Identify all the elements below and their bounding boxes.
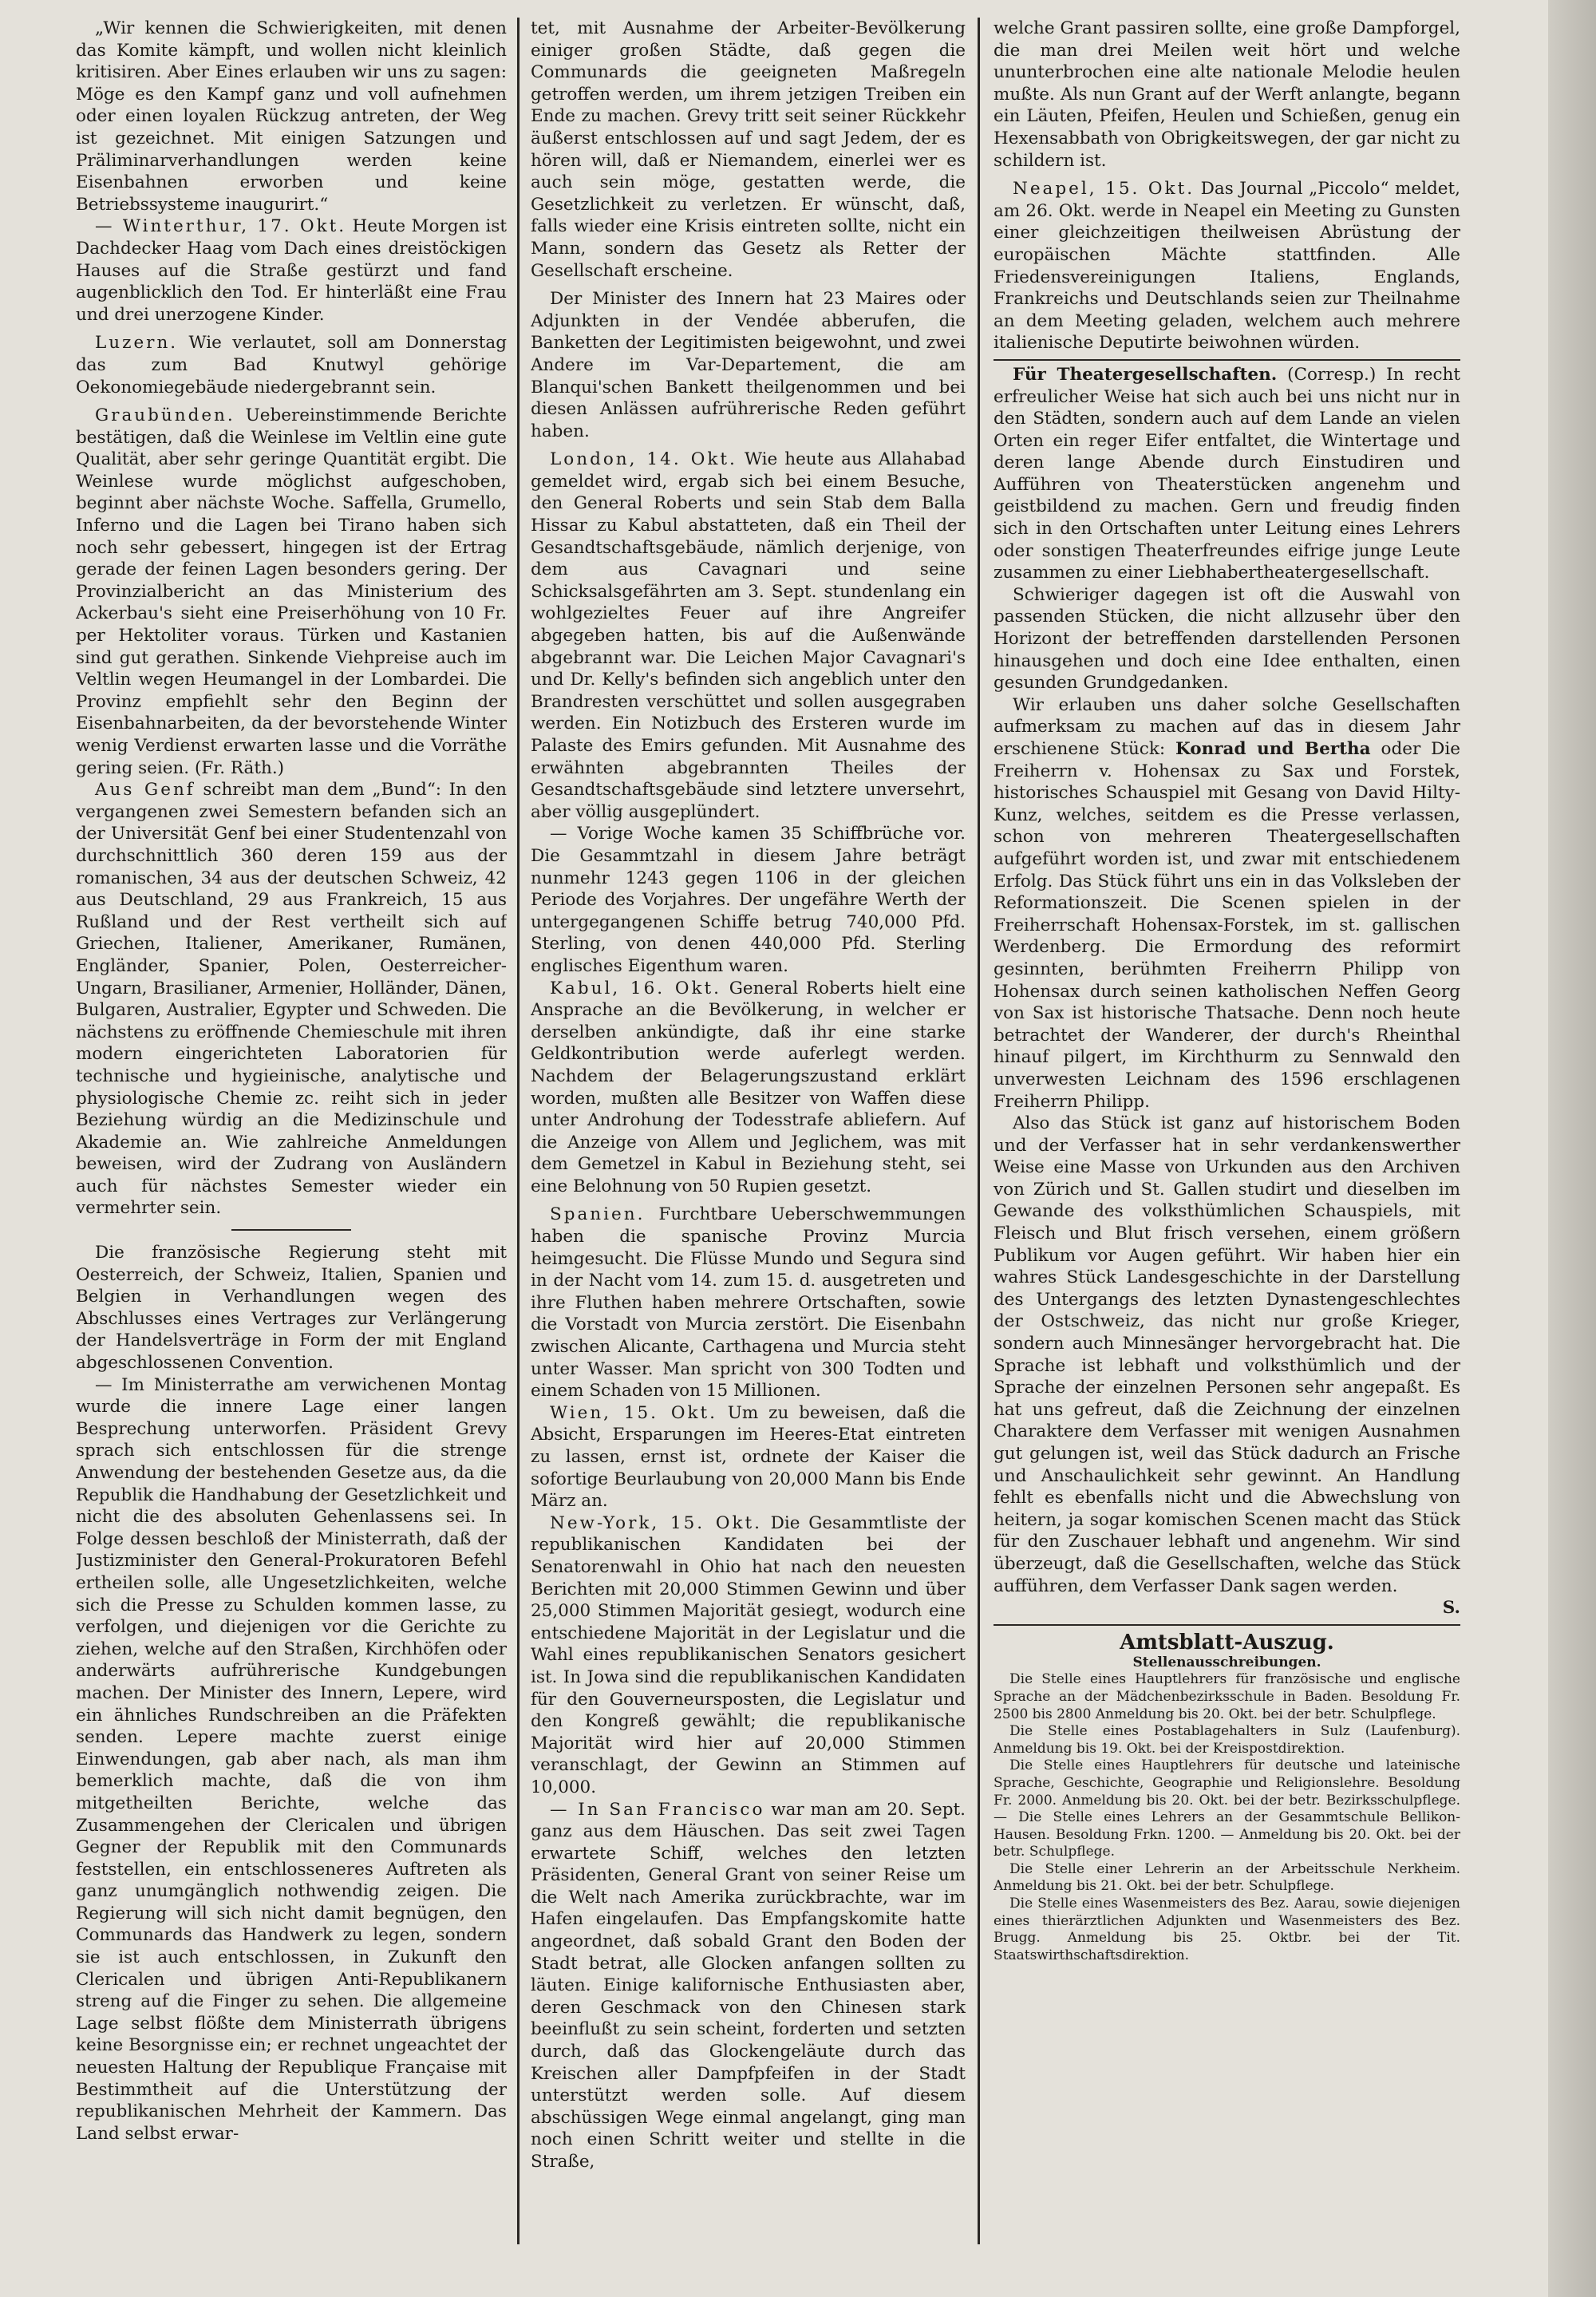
listing-item: Die Stelle einer Lehrerin an der Arbeitsschule Nerkheim. Anmeldung bis 21. Okt. bei der betr. Schulpflege. [994, 1860, 1460, 1895]
listing-item: Die Stelle eines Wasenmeisters des Bez. Aarau, sowie diejenigen eines thierärztlichen Adjunkten und Wasenmeisters des Bez. Brugg. Anmeldung bis 25. Oktbr. bei der Tit. Staatswirthschaftsdirektion. [994, 1896, 1460, 1963]
place-wien: Wien, 15. Okt. [550, 1402, 717, 1423]
place-neapel: Neapel, 15. Okt. [1013, 179, 1195, 200]
place-new-york: New-York, 15. Okt. [550, 1512, 762, 1533]
article-new-york: New-York, 15. Okt. Die Gesammtliste der republikanischen Kandidaten bei der Senatorenwahl in Ohio hat nach den neuesten Berichten mit 20,000 Stimmen Gewinn und über 25,000 Stimmen Majorität gesiegt, wodurch eine entschiedene Majorität in der Legislatur und die Wahl eines republikanischen Senators gesichert ist. In Jowa sind die republikanischen Kandidaten für den Gouverneursposten, die Legislatur und den Kongreß gewählt; die republikanische Majorität wird hier auf 20,000 Stimmen veranschlagt, der Gewinn an Stimmen auf 10,000. [531, 1512, 966, 1797]
article-ministerrath-cont: tet, mit Ausnahme der Arbeiter-Bevölkerung einiger großen Städte, daß gegen die Communards die geeigneten Maßregeln getroffen werden, um ihrem jetzigen Treiben ein Ende zu machen. Grevy tritt seit seiner Rückkehr äußerst entschlossen auf und sagt Jedem, der es hören will, daß er Niemandem, einerlei wer es auch sein möge, gestatten werde, die Gesetzlichkeit zu verletzen. Er wünscht, daß, falls wieder eine Krisis eintreten sollte, nicht ein Mann, sondern das Gesetz als Retter der Gesellschaft erscheine. [531, 18, 966, 281]
heading-theatergesellschaften: Für Theatergesellschaften. [1013, 364, 1278, 385]
amtsblatt-subtitle: Stellenausschreibungen. [1132, 1655, 1321, 1671]
place-kabul: Kabul, 16. Okt. [550, 978, 721, 998]
section-divider [231, 1229, 351, 1231]
listing-item: Die Stelle eines Postablagehalters in Sulz (Laufenburg). Anmeldung bis 19. Okt. bei der Kreispostdirektion. [994, 1723, 1460, 1757]
article-wien: Wien, 15. Okt. Um zu beweisen, daß die Absicht, Ersparungen im Heeres-Etat eintreten zu lassen, ernst ist, ordnete der Kaiser die sofortige Beurlaubung von 20,000 Mann bis Ende März an. [531, 1402, 966, 1512]
article-neapel: Neapel, 15. Okt. Das Journal „Piccolo“ meldet, am 26. Okt. werde in Neapel ein Meeting zu Gunsten einer gleichzeitigen theilweisen Abrüstung der europäischen Mächte stattfinden. Alle Friedensvereinigungen Italiens, Englands, Frankreichs und Deutschlands seien zur Theilnahme an dem Meeting geladen, welchem auch mehrere italienische Deputirte beiwohnen würden. [994, 179, 1460, 354]
article-shipwrecks: — Vorige Woche kamen 35 Schiffbrüche vor. Die Gesammtzahl in diesem Jahre beträgt nunmehr 1243 gegen 1106 in der gleichen Periode des Vorjahres. Der ungefähre Werth der untergegangenen Schiffe betrug 740,000 Pfd. Sterling, von denen 440,000 Pfd. Sterling englisches Eigenthum waren. [531, 824, 966, 976]
listing-item: Die Stelle eines Hauptlehrers für französische und englische Sprache an der Mädchenbezirksschule in Baden. Besoldung Fr. 2500 bis 2800 Anmeldung bis 20. Okt. bei der betr. Schulpflege. [994, 1671, 1460, 1722]
article-san-francisco: — In San Francisco war man am 20. Sept. ganz aus dem Häuschen. Das seit zwei Tagen erwartete Schiff, welches den letzten Präsidenten, General Grant von seiner Reise um die Welt nach Amerika zurückbrachte, war im Hafen eingelaufen. Das Empfangskomite hatte angeordnet, daß sobald Grant den Boden der Stadt betrat, alle Glocken anfangen sollten zu läuten. Einige kalifornische Enthusiasten aber, deren Geschmack von den Chinesen stark beeinflußt zu sein scheint, forderten und setzten durch, daß das Glockengeläute durch das Kreischen aller Dampfpfeifen in der Stadt unterstützt werden solle. Auf diesem abschüssigen Wege einmal angelangt, ging man noch einen Schritt weiter und stellte in die Straße, [531, 1799, 966, 2172]
article-luzern: Luzern. Wie verlautet, soll am Donnerstag das zum Bad Knutwyl gehörige Oekonomiegebäude niedergebrannt sein. [76, 333, 507, 397]
place-san-francisco: — In San Francisco [550, 1799, 765, 1820]
article-theater-4: Also das Stück ist ganz auf historischem Boden und der Verfasser hat in sehr verdankenswerther Weise eine Masse von Urkunden aus den Archiven von Zürich und St. Gallen studirt und dieselben im Gewande des volksthümlichen Schauspiels, mit Fleisch und Blut frisch versehen, einem größern Publikum vor Augen geführt. Wir haben hier ein wahres Stück Landesgeschichte in der Darstellung des Untergangs des letzten Dynastengeschlechtes der Ostschweiz, das nicht nur große Krieger, sondern auch Minnesänger hervorgebracht hat. Die Sprache ist lebhaft und volksthümlich und der Sprache der einzelnen Personen sehr angepaßt. Es hat uns gefreut, daß die Zeichnung der einzelnen Charaktere dem Verfasser mit wenigen Ausnahmen gut gelungen ist, weil das Stück dadurch an Frische und Anschaulichkeit sehr gewinnt. An Handlung fehlt es ebenfalls nicht und die Abwechslung von heitern, ja sogar komischen Scenen macht das Stück für den Zuschauer lebhaft und angenehm. Wir sind überzeugt, daß die Gesellschaften, welche das Stück aufführen, dem Verfasser Dank sagen werden. [994, 1113, 1460, 1596]
article-theater: Für Theatergesellschaften. (Corresp.) In recht erfreulicher Weise hat sich auch bei uns nicht nur in den Städten, sondern auch auf dem Lande an vielen Orten ein reger Eifer entfaltet, die Wintertage und deren lange Abende durch Einstudiren und Aufführen von Theaterstücken angenehm und geistbildend zu machen. Gern und freudig finden sich in den Ortschaften unter Leitung eines Lehrers oder sonstigen Theaterfreundes eifrige junge Leute zusammen zu einer Liebhabertheatergesellschaft. [994, 364, 1460, 583]
article-theater-2: Schwieriger dagegen ist oft die Auswahl von passenden Stücken, die nicht allzusehr über den Horizont der betreffenden darstellenden Personen hinausgehen und doch eine Idee enthalten, einen gesunden Grundgedanken. [994, 584, 1460, 694]
article-eisenbahn-quote: „Wir kennen die Schwierigkeiten, mit denen das Komite kämpft, und wollen nicht kleinlich kritisiren. Aber Eines erlauben wir uns zu sagen: Möge es den Kampf ganz und voll aufnehmen oder einen loyalen Rückzug antreten, der Weg ist gezeichnet. Mit einigen Satzungen und Präliminarverhandlungen werden keine Eisenbahnen erworben und keine Betriebssysteme inaugurirt.“ [76, 18, 507, 215]
place-luzern: Luzern. [95, 333, 179, 354]
place-spanien: Spanien. [550, 1204, 646, 1225]
article-spanien: Spanien. Furchtbare Ueberschwemmungen haben die spanische Provinz Murcia heimgesucht. Die Flüsse Mundo und Segura sind in der Nacht vom 14. zum 15. d. ausgetreten und ihre Fluthen haben mehrere Ortschaften, sowie die Vorstadt von Murcia zerstört. Die Eisenbahn zwischen Alicante, Carthagena und Murcia steht unter Wasser. Man spricht von 300 Todten und einem Schaden von 15 Millionen. [531, 1204, 966, 1402]
article-french-trade: Die französische Regierung steht mit Oesterreich, der Schweiz, Italien, Spanien und Belgien in Verhandlungen wegen des Abschlusses eines Vertrages zur Verlängerung der Handelsverträge in Form der mit England abgeschlossenen Convention. [76, 1243, 507, 1374]
article-graubuenden: Graubünden. Uebereinstimmende Berichte bestätigen, daß die Weinlese im Veltlin eine gute Qualität, aber sehr geringe Quantität ergibt. Die Weinlese wurde möglichst aufgeschoben, beginnt aber nächste Woche. Saffella, Grumello, Inferno und die Lagen bei Tirano haben sich noch sehr gebessert, hingegen ist der Ertrag gerade der feinen Lagen besonders gering. Der Provinzialbericht an das Ministerium des Ackerbau's sieht eine Preiserhöhung von 10 Fr. per Hektoliter voraus. Türken und Kastanien sind gut gerathen. Sinkende Viehpreise auch im Veltlin wegen Heumangel in der Lombardei. Die Provinz empfiehlt sehr den Beginn der Eisenbahnarbeiten, da der bevorstehende Winter wenig Verdienst erwarten lasse und die Vorräthe gering seien. (Fr. Räth.) [76, 405, 507, 778]
article-kabul: Kabul, 16. Okt. General Roberts hielt eine Ansprache an die Bevölkerung, in welcher er derselben ankündigte, daß ihr eine starke Geldkontribution werde auferlegt werden. Nachdem der Belagerungszustand erklärt worden, mußten alle Besitzer von Waffen diese unter Androhung der Todesstrafe abliefern. Auf die Anzeige von Allem und Jeglichem, was mit dem Gemetzel in Kabul in Beziehung steht, sei eine Belohnung von 50 Rupien gesetzt. [531, 978, 966, 1196]
page-binding-edge [1548, 0, 1596, 2297]
article-san-francisco-cont: welche Grant passiren sollte, eine große Dampforgel, die man drei Meilen weit hört und welche ununterbrochen eine alte nationale Melodie heulen mußte. Als nun Grant auf der Werft anlangte, begann ein Läuten, Pfeifen, Heulen und Schießen, genug ein Hexensabbath von Obrigkeitswegen, der gar nicht zu schildern ist. [994, 18, 1460, 171]
column-rule-1 [517, 18, 519, 2244]
text-columns [76, 18, 1496, 2252]
column-1 [76, 18, 507, 2252]
amtsblatt-title: Amtsblatt-Auszug. [1120, 1630, 1334, 1655]
place-genf: Aus Genf [95, 780, 196, 801]
article-london: London, 14. Okt. Wie heute aus Allahabad gemeldet wird, ergab sich bei einem Besuche, den General Roberts und sein Stab dem Balla Hissar zu Kabul abstatteten, daß ein Theil der Gesandtschaftsgebäude, nämlich derjenige, von dem aus Cavagnari und seine Schicksalsgefährten am 3. Sept. stundenlang ein wohlgezieltes Feuer auf ihre Angreifer abgegeben hatten, bis auf die Außenwände abgebrannt war. Die Leichen Major Cavagnari's und Dr. Kelly's befinden sich angeblich unter den Brandresten verschüttet und sollen ausgegraben werden. Ein Notizbuch des Ersteren wurde im Palaste des Emirs gefunden. Mit Ausnahme des erwähnten abgebrannten Theiles der Gesandtschaftsgebäude sind letztere unversehrt, aber völlig ausgeplündert. [531, 449, 966, 822]
listing-item: Die Stelle eines Hauptlehrers für deutsche und lateinische Sprache, Geschichte, Geographie und Religionslehre. Besoldung Fr. 2000. Anmeldung bis 20. Okt. bei der betr. Bezirksschulpflege. — Die Stelle eines Lehrers an der Gesammtschule Bellikon-Hausen. Besoldung Frkn. 1200. — Anmeldung bis 20. Okt. bei der betr. Schulpflege. [994, 1757, 1460, 1860]
play-title: Konrad und Bertha [1175, 739, 1371, 759]
article-theater-3: Wir erlauben uns daher solche Gesellschaften aufmerksam zu machen auf das in diesem Jahr erschienene Stück: Konrad und Bertha oder Die Freiherrn v. Hohensax zu Sax und Forstek, historisches Schauspiel mit Gesang von David Hilty-Kunz, welches, seitdem es die Presse verlassen, schon von mehreren Theatergesellschaften aufgeführt worden ist, und zwar mit entschiedenem Erfolg. Das Stück führt uns ein in das Volksleben der Reformationszeit. Die Scenen spielen in der Freiherrschaft Hohensax-Forstek, im st. gallischen Werdenberg. Die Ermordung des reformirt gesinnten, berühmten Freiherrn Philipp von Hohensax durch seinen katholischen Neffen Georg von Sax ist historische Thatsache. Denn noch heute betrachtet der Wanderer, der durch's Rheinthal hinauf pilgert, im Kirchthurm zu Sennwald den unverwesten Leichnam des 1596 erschlagenen Freiherrn Philipp. [994, 694, 1460, 1112]
source-fr-raeth: (Fr. Räth.) [194, 757, 285, 778]
amtsblatt-listings [994, 1671, 1460, 1964]
column-rule-2 [978, 18, 980, 2244]
article-ministerrath: — Im Ministerrathe am verwichenen Montag wurde die innere Lage einer langen Besprechung unterworfen. Präsident Grevy sprach sich entschlossen für die strenge Anwendung der bestehenden Gesetze aus, da die Republik die Handhabung der Gesetzlichkeit und nicht die des absoluten Gehenlassens sei. In Folge dessen beschloß der Ministerrath, daß der Justizminister den General-Prokuratoren Befehl ertheilen solle, alle Ungesetzlichkeiten, welche sich die Presse zu Schulden kommen lasse, zu verfolgen, und diejenigen vor die Gerichte zu ziehen, welche auf den Straßen, Kirchhöfen oder anderwärts aufrührerische Kundgebungen machen. Der Minister des Innern, Lepere, wird ein ähnliches Rundschreiben an die Präfekten senden. Lepere machte zuerst einige Einwendungen, gab aber nach, als man ihm bemerklich machte, daß die von ihm mitgetheilten Berichte, welche das Zusammengehen der Clericalen und übrigen Gegner der Republik mit den Communards feststellen, ein entschlosseneres Auftreten als ganz unumgänglich nothwendig zeigen. Die Regierung will sich nicht damit begnügen, den Communards das Handwerk zu legen, sondern sie ist auch entschlossen, in Zukunft den Clericalen und übrigen Anti-Republikanern streng auf die Finger zu sehen. Die allgemeine Lage selbst flößte dem Ministerrath übrigens keine Besorgnisse ein; er rechnet ungeachtet der neuesten Haltung der Republique Française mit Bestimmtheit auf die Unterstützung der republikanischen Mehrheit der Kammern. Das Land selbst erwar- [76, 1374, 507, 2144]
article-signature: S. [1442, 1598, 1460, 1619]
section-divider [994, 1624, 1460, 1626]
article-winterthur: — Winterthur, 17. Okt. Heute Morgen ist Dachdecker Haag vom Dach eines dreistöckigen Hauses auf die Straße gestürzt und fand augenblicklich den Tod. Er hinterläßt eine Frau und drei unerzogene Kinder. [76, 216, 507, 325]
column-2 [531, 18, 966, 2252]
article-vendee: Der Minister des Innern hat 23 Maires oder Adjunkten in der Vendée abberufen, die Banketten der Legitimisten beigewohnt, und zwei Andere im Var-Departement, die am Blanqui'schen Bankett theilgenommen und bei diesen Anlässen aufrührerische Reden geführt haben. [531, 289, 966, 441]
place-winterthur: — Winterthur, 17. Okt. [95, 216, 347, 237]
section-divider [994, 359, 1460, 361]
article-genf: Aus Genf schreibt man dem „Bund“: In den vergangenen zwei Semestern befanden sich an der Universität Genf bei einer Studentenzahl von durchschnittlich 360 deren 159 aus der romanischen, 34 aus der deutschen Schweiz, 42 aus Deutschland, 29 aus Frankreich, 15 aus Rußland und der Rest vertheilt sich auf Griechen, Italiener, Amerikaner, Rumänen, Engländer, Spanier, Polen, Oesterreicher-Ungarn, Brasilianer, Armenier, Holländer, Dänen, Bulgaren, Australier, Egypter und Schweden. Die nächstens zu eröffnende Chemieschule mit ihren modern eingerichteten Laboratorien für technische und hygieinische, analytische und physiologische Chemie zc. reiht sich in jeder Beziehung würdig an die Medizinschule und Akademie an. Wie zahlreiche Anmeldungen beweisen, wird der Zudrang von Ausländern auch für nächstes Semester wieder ein vermehrter sein. [76, 780, 507, 1219]
place-graubuenden: Graubünden. [95, 405, 235, 426]
place-london: London, 14. Okt. [550, 449, 737, 470]
column-3 [994, 18, 1460, 2252]
